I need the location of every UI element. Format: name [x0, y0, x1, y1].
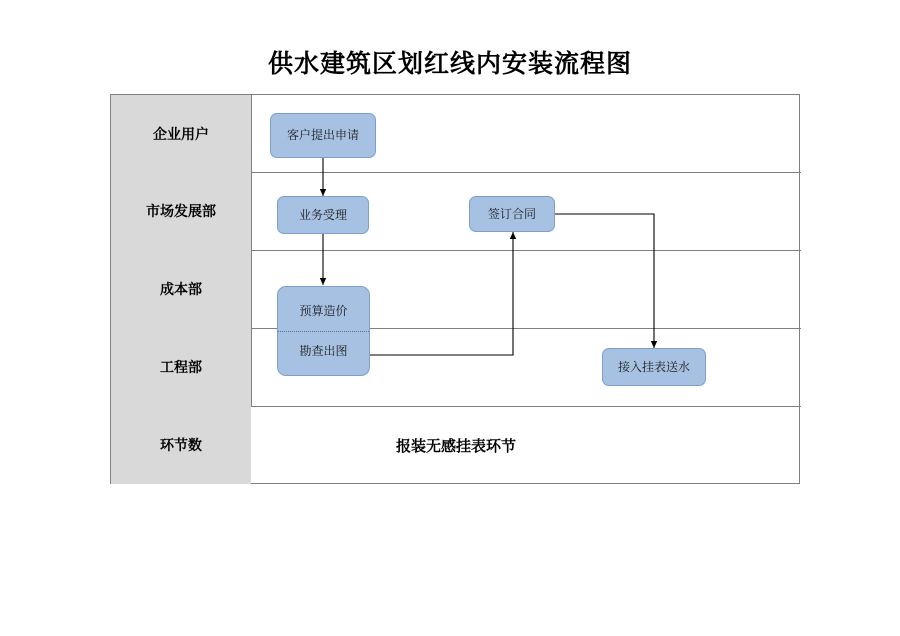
- node-budget-and-survey[interactable]: [277, 286, 370, 376]
- node-customer-application[interactable]: [270, 113, 376, 158]
- node-label: 签订合同: [487, 206, 536, 221]
- node-label: 客户提出申请: [286, 128, 359, 143]
- lane-label-engineering-department: 工程部: [111, 328, 251, 406]
- node-budget-pricing[interactable]: [278, 291, 369, 331]
- node-label: 接入挂表送水: [617, 359, 690, 374]
- column-separator: [251, 95, 252, 407]
- page-title: 供水建筑区划红线内安装流程图: [267, 49, 632, 78]
- node-connect-meter-supply[interactable]: [602, 348, 706, 386]
- lane-label-enterprise-user: 企业用户: [111, 95, 251, 172]
- lane-label-market-development: 市场发展部: [111, 172, 251, 250]
- node-label: 预算造价: [299, 303, 348, 318]
- node-label: 勘查出图: [299, 344, 348, 359]
- lane-label-cost-department: 成本部: [111, 250, 251, 328]
- swimlane-grid: [110, 94, 800, 484]
- node-label: 业务受理: [298, 207, 347, 222]
- lane-label-step-count: 环节数: [111, 406, 251, 484]
- footer-step-summary: 报装无感挂表环节: [395, 437, 516, 455]
- node-sign-contract[interactable]: [469, 196, 555, 232]
- node-business-acceptance[interactable]: [277, 196, 369, 234]
- node-survey-drawing[interactable]: [278, 332, 369, 372]
